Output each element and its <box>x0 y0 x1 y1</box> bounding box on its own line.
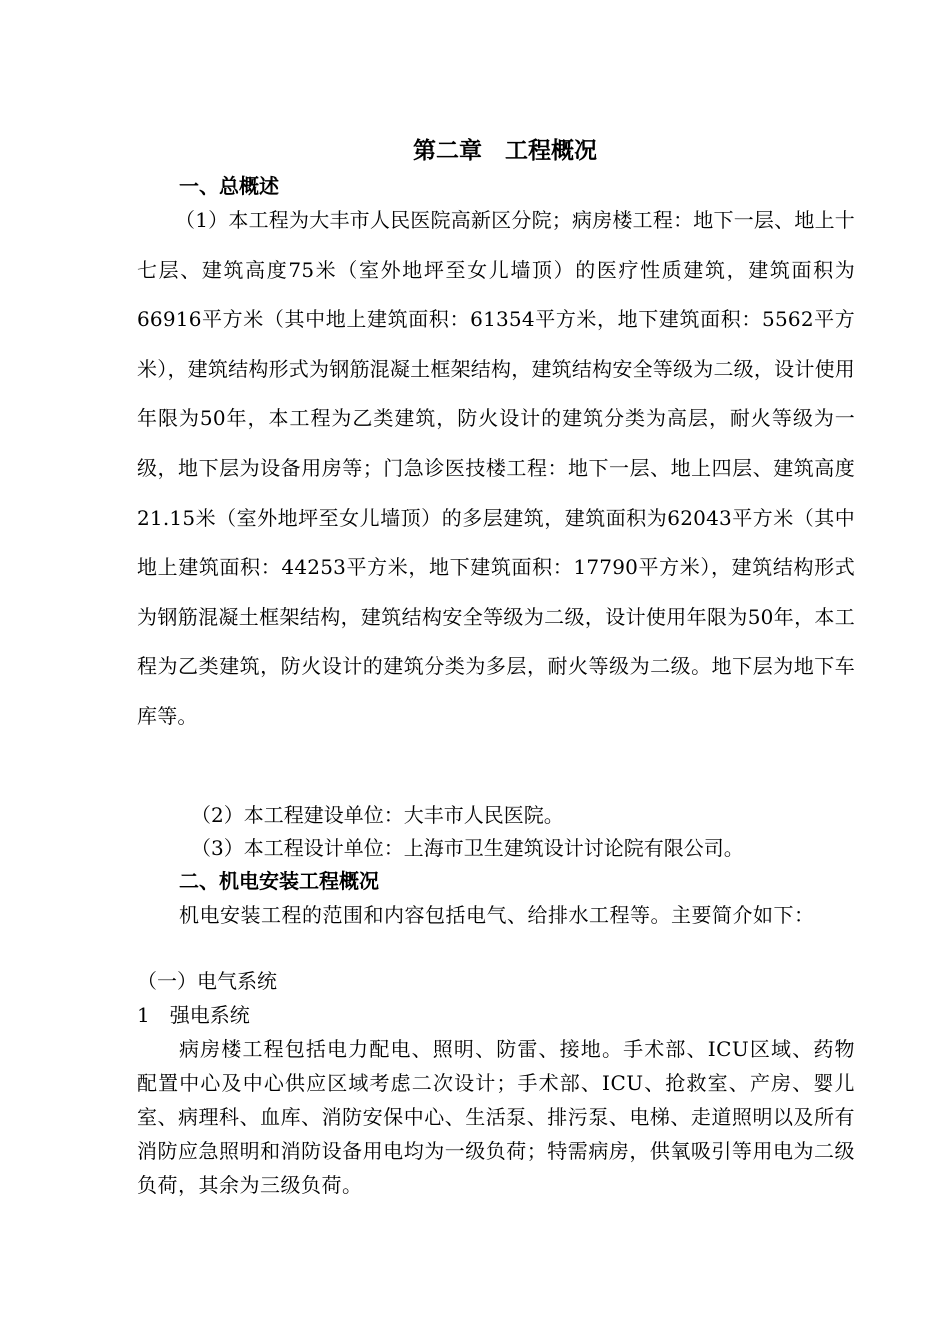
overview-paragraph-2: （2）本工程建设单位：大丰市人民医院。 <box>191 803 564 827</box>
overview-paragraph-3: （3）本工程设计单位：上海市卫生建筑设计讨论院有限公司。 <box>191 836 744 860</box>
subheading-electrical-system: （一）电气系统 <box>137 969 277 993</box>
chapter-title: 第二章 工程概况 <box>413 137 597 164</box>
mep-intro-paragraph: 机电安装工程的范围和内容包括电气、给排水工程等。主要简介如下： <box>179 903 815 927</box>
strong-current-paragraph: 病房楼工程包括电力配电、照明、防雷、接地。手术部、ICU区域、药物配置中心及中心供应区域考虑二次设计；手术部、ICU、抢救室、产房、婴儿室、病理科、血库、消防安保中心、生活泵、排污泵、电梯、走道照明以及所有消防应急照明和消防设备用电均为一级负荷；特需病房，供氧吸引等用电为二级负荷，其余为三级负荷。 <box>137 1037 855 1197</box>
section-heading-mep: 二、机电安装工程概况 <box>179 869 379 893</box>
subheading-strong-current: 1 强电系统 <box>137 1003 250 1027</box>
overview-paragraph-1: （1）本工程为大丰市人民医院高新区分院；病房楼工程：地下一层、地上十七层、建筑高度75米（室外地坪至女儿墙顶）的医疗性质建筑，建筑面积为66916平方米（其中地上建筑面积：61354平方米，地下建筑面积：5562平方米），建筑结构形式为钢筋混凝土框架结构，建筑结构安全等级为二级，设计使用年限为50年，本工程为乙类建筑，防火设计的建筑分类为高层，耐火等级为一级，地下层为设备用房等；门急诊医技楼工程：地下一层、地上四层、建筑高度21.15米（室外地坪至女儿墙顶）的多层建筑，建筑面积为62043平方米（其中地上建筑面积：44253平方米，地下建筑面积：17790平方米），建筑结构形式为钢筋混凝土框架结构，建筑结构安全等级为二级，设计使用年限为50年，本工程为乙类建筑，防火设计的建筑分类为多层，耐火等级为二级。地下层为地下车库等。 <box>137 208 855 728</box>
section-heading-overview: 一、总概述 <box>179 174 279 198</box>
